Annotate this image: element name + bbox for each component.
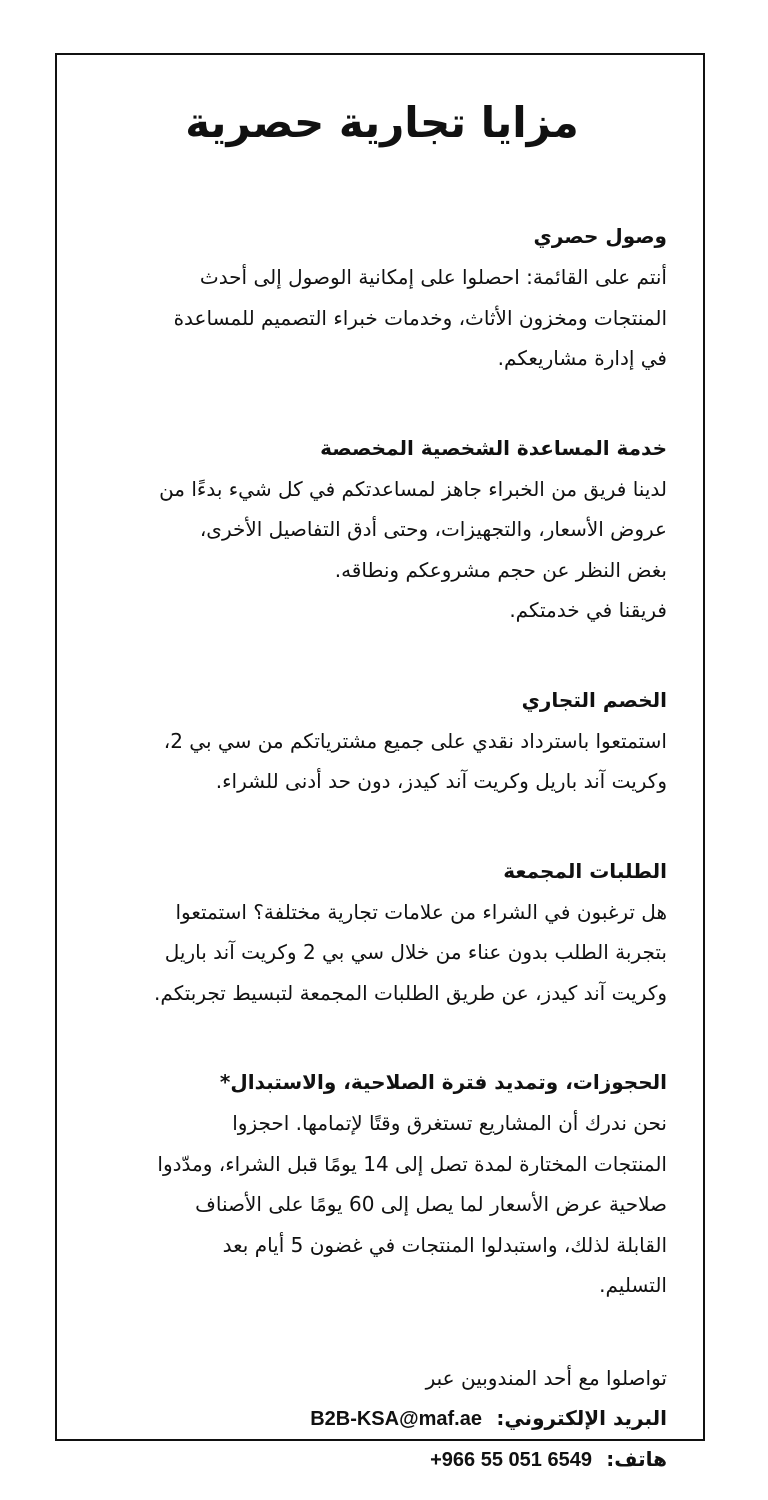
phone-label: هاتف:: [606, 1446, 667, 1471]
section-text: هل ترغبون في الشراء من علامات تجارية مختلفة؟ استمتعوا: [175, 899, 667, 924]
section-text: صلاحية عرض الأسعار لما يصل إلى 60 يومًا على الأصناف: [195, 1192, 667, 1216]
section-heading: الطلبات المجمعة: [503, 858, 667, 883]
section-exclusive-access: [97, 215, 667, 379]
section-text: أنتم على القائمة: احصلوا على إمكانية الوصول إلى أحدث: [199, 265, 667, 289]
section-text: فريقنا في خدمتكم.: [509, 598, 667, 622]
section-personal-assistance: [97, 427, 667, 631]
section-combined-orders: [97, 850, 667, 1014]
section-text: بتجربة الطلب بدون عناء من خلال سي بي 2 وكريت آند باريل: [164, 940, 667, 964]
email-link[interactable]: B2B-KSA@maf.ae: [310, 1407, 482, 1430]
section-text: لدينا فريق من الخبراء جاهز لمساعدتكم في كل شيء بدءًا من: [159, 476, 667, 501]
phone-link[interactable]: +966 55 051 6549: [430, 1448, 592, 1471]
content-frame: [55, 53, 705, 1471]
section-heading: الحجوزات، وتمديد فترة الصلاحية، والاستبدال*: [219, 1070, 667, 1094]
section-text: التسليم.: [599, 1273, 667, 1297]
section-heading: خدمة المساعدة الشخصية المخصصة: [320, 435, 667, 460]
section-heading: وصول حصري: [533, 224, 667, 248]
contact-phone-row: [97, 1439, 667, 1480]
page-title: مزايا تجارية حصرية: [185, 98, 579, 147]
section-text: وكريت آند كيدز، عن طريق الطلبات المجمعة لتبسيط تجربتكم.: [154, 980, 667, 1005]
section-text: استمتعوا باسترداد نقدي على جميع مشترياتكم من سي بي 2،: [163, 728, 667, 753]
section-text: عروض الأسعار، والتجهيزات، وحتى أدق التفاصيل الأخرى،: [199, 517, 667, 541]
contact-block: [97, 1358, 667, 1480]
email-label: البريد الإلكتروني:: [496, 1405, 667, 1430]
section-text: في إدارة مشاريعكم.: [497, 346, 667, 370]
contact-intro: تواصلوا مع أحد المندوبين عبر: [425, 1365, 667, 1390]
section-trade-discount: [97, 679, 667, 802]
section-text: نحن ندرك أن المشاريع تستغرق وقتًا لإتمامها. احجزوا: [232, 1111, 667, 1135]
section-text: المنتجات المختارة لمدة تصل إلى 14 يومًا قبل الشراء، ومدّدوا: [157, 1151, 667, 1176]
section-holds-extensions-exchanges: [97, 1061, 667, 1306]
section-heading: الخصم التجاري: [521, 687, 667, 712]
contact-email-row: [97, 1398, 667, 1439]
section-text: المنتجات ومخزون الأثاث، وخدمات خبراء التصميم للمساعدة: [173, 305, 667, 330]
section-text: بغض النظر عن حجم مشروعكم ونطاقه.: [334, 557, 667, 582]
section-text: القابلة لذلك، واستبدلوا المنتجات في غضون 5 أيام بعد: [222, 1232, 667, 1257]
content: [97, 55, 667, 1480]
section-text: وكريت آند باريل وكريت آند كيدز، دون حد أدنى للشراء.: [215, 769, 667, 793]
